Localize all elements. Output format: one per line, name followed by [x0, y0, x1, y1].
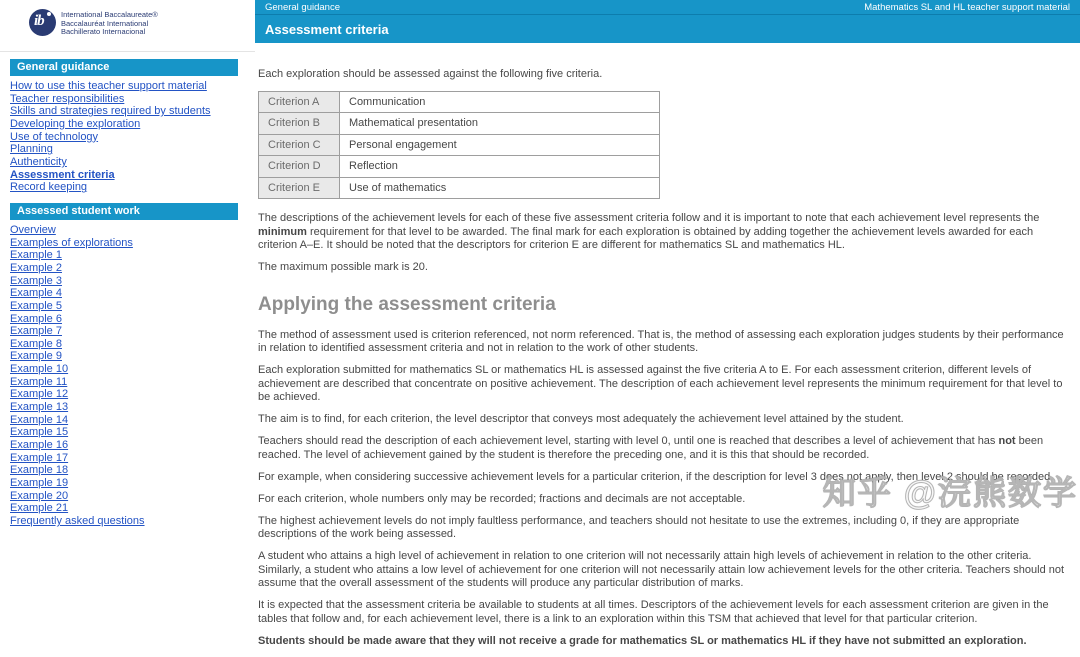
sidebar-link[interactable]: Examples of explorations [10, 236, 133, 249]
criteria-table-row [259, 91, 660, 113]
sidebar-link[interactable]: Authenticity [10, 155, 67, 168]
header-bar [255, 0, 1080, 43]
sidebar-link[interactable]: Example 9 [10, 350, 62, 363]
applying-paragraphs [258, 329, 1070, 649]
sidebar-link[interactable]: Example 5 [10, 299, 62, 312]
criterion-cell: Criterion B [259, 113, 340, 135]
support-material-label: Mathematics SL and HL teacher support material [864, 2, 1070, 13]
logo-text [61, 11, 158, 37]
paragraph: For example, when considering successive achievement levels for a particular criterion, if the description for level 3 does not apply, then level 2 should be recorded. [258, 470, 1054, 483]
paragraph: Students should be made aware that they will not receive a grade for mathematics SL or mathematics HL if they have not submitted an exploration. [258, 634, 1027, 647]
criterion-cell: Criterion C [259, 134, 340, 156]
sidebar-section-title: General guidance [10, 59, 238, 76]
criterion-cell: Criterion D [259, 156, 340, 178]
ib-monogram: ib [34, 13, 44, 29]
page-title: Assessment criteria [265, 22, 389, 37]
paragraph: The highest achievement levels do not imply faultless performance, and teachers should not hesitate to use the extremes, including 0, if they are appropriate descriptions of the work being assessed. [258, 514, 1020, 540]
sidebar-link-list [10, 80, 238, 194]
paragraph: For each criterion, whole numbers only may be recorded; fractions and decimals are not acceptable. [258, 492, 746, 505]
sidebar-link[interactable]: Example 14 [10, 413, 69, 426]
sidebar-link[interactable]: Overview [10, 223, 56, 236]
logo-area [0, 0, 255, 52]
sidebar-link[interactable]: Teacher responsibilities [10, 92, 125, 105]
paragraph: Each exploration submitted for mathematics SL or mathematics HL is assessed against the five criteria A to E. For each assessment criterion, different levels of achievement are described that concentrate on positive achievement. The description of each achievement level represents the minimum requirement for that level to be achieved. [258, 364, 1063, 403]
paragraph: The aim is to find, for each criterion, the level descriptor that conveys most adequately the achievement level attained by the student. [258, 413, 904, 425]
logo-line: Bachillerato Internacional [61, 27, 146, 37]
paragraph: A student who attains a high level of achievement in relation to one criterion will not necessarily attain high levels of achievement in relation to the other criteria. Similarly, a student who attains a low level of achievement for one criterion will not necessarily attain low achievement levels for the other criteria. Teachers should not assume that the overall assessment of the students will produce any particular distribution of marks. [258, 550, 1065, 589]
criterion-cell: Criterion E [259, 177, 340, 199]
sidebar-section-title: Assessed student work [10, 203, 238, 220]
sidebar-link[interactable]: Example 2 [10, 261, 62, 274]
sidebar-link[interactable]: Developing the exploration [10, 117, 141, 130]
intro-text: Each exploration should be assessed against the following five criteria. [258, 68, 603, 80]
sidebar-link[interactable]: Example 11 [10, 375, 68, 388]
sidebar-link[interactable]: Example 6 [10, 312, 62, 325]
sidebar-link[interactable]: Example 8 [10, 337, 62, 350]
criterion-label-cell: Reflection [340, 156, 660, 178]
ib-logo-dot-icon [47, 12, 51, 16]
sidebar-link[interactable]: Frequently asked questions [10, 515, 145, 527]
criteria-table-row [259, 134, 660, 156]
criteria-table-row [259, 177, 660, 199]
sidebar-link[interactable]: Example 4 [10, 287, 62, 300]
sidebar-link[interactable]: Example 1 [10, 249, 62, 262]
sidebar-link[interactable]: Example 18 [10, 464, 69, 477]
sidebar-link[interactable]: Assessment criteria [10, 168, 115, 181]
logo-line: International Baccalaureate® [61, 10, 158, 19]
top-paragraphs [258, 212, 1070, 275]
watermark: 知乎 @浣熊数学 [822, 474, 1078, 511]
logo-line: Baccalauréat International [61, 18, 149, 28]
sidebar-link[interactable]: Example 7 [10, 325, 62, 338]
sidebar-link[interactable]: Use of technology [10, 130, 99, 143]
header-top-strip [255, 0, 1080, 15]
sidebar-link[interactable]: Example 21 [10, 502, 69, 515]
sidebar-link[interactable]: Example 19 [10, 477, 69, 490]
criteria-table-body [259, 91, 660, 199]
sidebar-link[interactable]: Planning [10, 143, 53, 156]
main-content [258, 68, 1070, 657]
paragraph: Teachers should read the description of each achievement level, starting with level 0, until one is reached that describes a level of achievement that has not been reached. The level of achievement gained by the student is therefore the preceding one, and it is this that should be recorded. [258, 435, 1044, 461]
paragraph: The method of assessment used is criterion referenced, not norm referenced. That is, the method of assessing each exploration judges students by their performance in relation to identified assessment criteria and not in relation to the work of other students. [258, 328, 1064, 354]
criteria-table [258, 91, 660, 200]
sidebar-link[interactable]: Skills and strategies required by students [10, 105, 211, 118]
sidebar-link[interactable]: Example 3 [10, 274, 62, 287]
sidebar-link[interactable]: Example 20 [10, 489, 69, 502]
ib-logo-icon [29, 9, 56, 36]
sidebar-link[interactable]: Record keeping [10, 181, 88, 194]
criterion-label-cell: Communication [340, 91, 660, 113]
breadcrumb: General guidance [265, 2, 340, 13]
sidebar-link[interactable]: Example 15 [10, 426, 69, 439]
sidebar-link[interactable]: Example 16 [10, 439, 69, 452]
sidebar-link[interactable]: How to use this teacher support material [10, 80, 207, 92]
criterion-label-cell: Mathematical presentation [340, 113, 660, 135]
paragraph: The descriptions of the achievement levels for each of these five assessment criteria follow and it is important to note that each achievement level represents the minimum requirement for that level to be awarded. The final mark for each exploration is obtained by adding together the achievement levels awarded for each criterion A–E. It should be noted that the descriptors for criterion E are different for mathematics SL and mathematics HL. [258, 212, 1040, 251]
sidebar [10, 59, 238, 537]
criterion-label-cell: Use of mathematics [340, 177, 660, 199]
criterion-label-cell: Personal engagement [340, 134, 660, 156]
paragraph: It is expected that the assessment criteria be available to students at all times. Descriptors of the achievement levels for each assessment criterion are given in the tables that follow and, for each achievement level, there is a link to an exploration within this TSM that achieved that level for that particular criterion. [258, 599, 1049, 625]
sidebar-link[interactable]: Example 10 [10, 363, 69, 376]
section-heading: Applying the assessment criteria [258, 293, 556, 315]
sidebar-link[interactable]: Example 13 [10, 401, 69, 414]
criteria-table-row [259, 156, 660, 178]
sidebar-link[interactable]: Example 17 [10, 451, 69, 464]
criterion-cell: Criterion A [259, 91, 340, 113]
paragraph: The maximum possible mark is 20. [258, 261, 428, 273]
sidebar-link-list [10, 224, 238, 528]
criteria-table-row [259, 113, 660, 135]
sidebar-link[interactable]: Example 12 [10, 388, 69, 401]
